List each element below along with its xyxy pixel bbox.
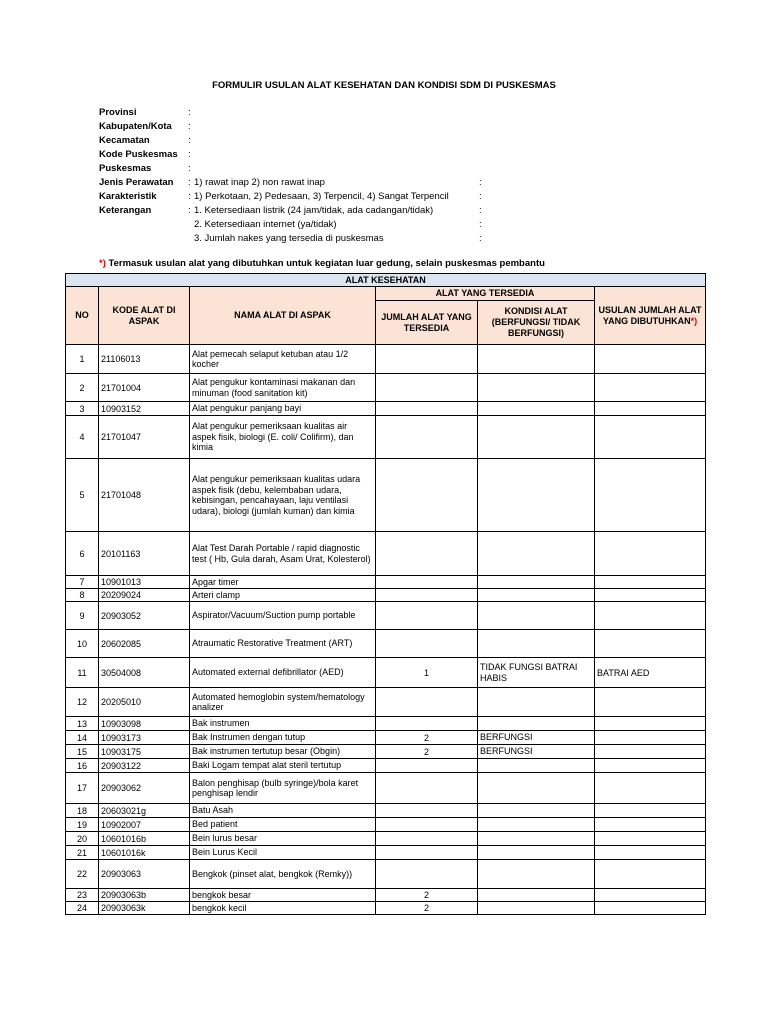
info-value: 1. Ketersediaan listrik (24 jam/tidak, ada cadangan/tidak): [194, 205, 434, 216]
info-value: 3. Jumlah nakes yang tersedia di puskesmas: [194, 233, 384, 244]
row-request: [595, 589, 706, 602]
row-request: [595, 731, 706, 745]
row-condition: [478, 416, 595, 459]
row-code: 10601016k: [99, 846, 190, 860]
table-row: [66, 717, 706, 731]
row-condition: [478, 589, 595, 602]
row-name: Alat Test Darah Portable / rapid diagnostic test ( Hb, Gula darah, Asam Urat, Kolesterol): [190, 532, 376, 576]
info-label: Kode Puskesmas: [99, 149, 178, 160]
row-condition: [478, 846, 595, 860]
table-row: [66, 688, 706, 717]
row-request: [595, 902, 706, 915]
row-code: 10903173: [99, 731, 190, 745]
row-qty: [376, 374, 478, 402]
row-condition: [478, 630, 595, 658]
row-condition: [478, 773, 595, 804]
col-qty-header: JUMLAH ALAT YANG TERSEDIA: [376, 301, 478, 345]
row-name: Aspirator/Vacuum/Suction pump portable: [190, 602, 376, 630]
row-request: [595, 773, 706, 804]
row-request: BATRAI AED: [595, 658, 706, 688]
info-trail: :: [479, 219, 482, 230]
form-title: FORMULIR USULAN ALAT KESEHATAN DAN KONDISI SDM DI PUSKESMAS: [212, 80, 556, 91]
info-value: 1) rawat inap 2) non rawat inap: [194, 177, 325, 188]
row-request: [595, 745, 706, 759]
row-name: bengkok besar: [190, 889, 376, 902]
info-value: 1) Perkotaan, 2) Pedesaan, 3) Terpencil, 4) Sangat Terpencil: [194, 191, 449, 202]
info-colon: :: [188, 121, 191, 132]
row-name: Bengkok (pinset alat, bengkok (Remky)): [190, 860, 376, 889]
row-condition: [478, 576, 595, 589]
table-row: [66, 374, 706, 402]
table-row: [66, 658, 706, 688]
row-qty: [376, 818, 478, 832]
info-colon: :: [188, 135, 191, 146]
row-code: 20903052: [99, 602, 190, 630]
info-colon: :: [188, 163, 191, 174]
info-label: Provinsi: [99, 107, 137, 118]
row-name: Alat pengukur kontaminasi makanan dan minuman (food sanitation kit): [190, 374, 376, 402]
row-qty: [376, 589, 478, 602]
col-code-header: KODE ALAT DI ASPAK: [99, 287, 190, 345]
note-marker: *): [99, 258, 106, 269]
row-name: Bak instrumen: [190, 717, 376, 731]
row-name: Bak Instrumen dengan tutup: [190, 731, 376, 745]
info-label: Karakteristik: [99, 191, 157, 202]
row-request: [595, 532, 706, 576]
row-request: [595, 576, 706, 589]
row-request: [595, 602, 706, 630]
row-name: Balon penghisap (bulb syringe)/bola karet penghisap lendir: [190, 773, 376, 804]
row-request: [595, 717, 706, 731]
table-row: [66, 402, 706, 416]
col-request-marker: *): [690, 315, 698, 326]
row-code: 20205010: [99, 688, 190, 717]
info-label: Jenis Perawatan: [99, 177, 174, 188]
row-code: 10601016b: [99, 832, 190, 846]
table-row: [66, 589, 706, 602]
row-code: 20602085: [99, 630, 190, 658]
info-trail: :: [479, 191, 482, 202]
row-name: Bein Lurus Kecil: [190, 846, 376, 860]
row-number: 3: [66, 402, 99, 416]
row-number: 11: [66, 658, 99, 688]
info-trail: :: [479, 205, 482, 216]
row-name: Alat pengukur pemeriksaan kualitas air aspek fisik, biologi (E. coli/ Colifirm), dan kimia: [190, 416, 376, 459]
row-request: [595, 402, 706, 416]
row-qty: 1: [376, 658, 478, 688]
row-request: [595, 860, 706, 889]
table-row: [66, 602, 706, 630]
row-code: 10902007: [99, 818, 190, 832]
row-condition: [478, 717, 595, 731]
table-row: [66, 804, 706, 818]
row-request: [595, 832, 706, 846]
table-row: [66, 860, 706, 889]
row-request: [595, 345, 706, 374]
row-request: [595, 818, 706, 832]
row-condition: [478, 345, 595, 374]
row-name: Alat pengukur panjang bayi: [190, 402, 376, 416]
row-request: [595, 630, 706, 658]
info-trail: :: [479, 233, 482, 244]
row-code: 20903063: [99, 860, 190, 889]
table-row: [66, 745, 706, 759]
footnote-note: [99, 258, 545, 269]
row-number: 19: [66, 818, 99, 832]
row-qty: [376, 860, 478, 889]
row-code: 21106013: [99, 345, 190, 374]
row-condition: [478, 889, 595, 902]
info-label: Keterangan: [99, 205, 152, 216]
row-condition: [478, 902, 595, 915]
row-number: 23: [66, 889, 99, 902]
row-code: 21701048: [99, 459, 190, 532]
row-request: [595, 416, 706, 459]
available-group-header: ALAT YANG TERSEDIA: [376, 287, 595, 301]
row-name: Automated hemoglobin system/hematology analizer: [190, 688, 376, 717]
row-code: 20903063k: [99, 902, 190, 915]
row-code: 20209024: [99, 589, 190, 602]
row-qty: [376, 832, 478, 846]
row-qty: [376, 416, 478, 459]
row-condition: [478, 759, 595, 773]
row-name: Arteri clamp: [190, 589, 376, 602]
table-row: [66, 846, 706, 860]
row-number: 21: [66, 846, 99, 860]
info-colon: :: [188, 149, 191, 160]
row-qty: [376, 804, 478, 818]
row-qty: 2: [376, 902, 478, 915]
row-number: 20: [66, 832, 99, 846]
row-name: bengkok kecil: [190, 902, 376, 915]
row-number: 16: [66, 759, 99, 773]
col-request-label: USULAN JUMLAH ALAT YANG DIBUTUHKAN: [598, 304, 702, 326]
row-condition: [478, 832, 595, 846]
table-row: [66, 759, 706, 773]
row-number: 2: [66, 374, 99, 402]
table-row: [66, 902, 706, 915]
row-request: [595, 804, 706, 818]
table-row: [66, 731, 706, 745]
row-number: 10: [66, 630, 99, 658]
row-code: 20903122: [99, 759, 190, 773]
row-condition: [478, 804, 595, 818]
col-name-header: NAMA ALAT DI ASPAK: [190, 287, 376, 345]
row-number: 1: [66, 345, 99, 374]
table-row: [66, 630, 706, 658]
row-number: 6: [66, 532, 99, 576]
row-name: Batu Asah: [190, 804, 376, 818]
row-code: 10903152: [99, 402, 190, 416]
row-code: 10903098: [99, 717, 190, 731]
row-condition: [478, 532, 595, 576]
row-qty: [376, 759, 478, 773]
row-request: [595, 846, 706, 860]
row-number: 9: [66, 602, 99, 630]
row-condition: BERFUNGSI: [478, 745, 595, 759]
row-name: Bed patient: [190, 818, 376, 832]
table-row: [66, 889, 706, 902]
col-condition-header: KONDISI ALAT (BERFUNGSI/ TIDAK BERFUNGSI): [478, 301, 595, 345]
row-number: 12: [66, 688, 99, 717]
row-name: Bak instrumen tertutup besar (Obgin): [190, 745, 376, 759]
row-condition: [478, 860, 595, 889]
row-qty: [376, 630, 478, 658]
table-row: [66, 773, 706, 804]
row-condition: [478, 818, 595, 832]
row-name: Baki Logam tempat alat steril tertutup: [190, 759, 376, 773]
row-number: 4: [66, 416, 99, 459]
equipment-table: [65, 273, 706, 915]
row-number: 5: [66, 459, 99, 532]
row-qty: [376, 532, 478, 576]
row-condition: [478, 602, 595, 630]
table-row: [66, 832, 706, 846]
row-number: 8: [66, 589, 99, 602]
row-qty: [376, 459, 478, 532]
row-number: 15: [66, 745, 99, 759]
row-name: Atraumatic Restorative Treatment (ART): [190, 630, 376, 658]
col-no-header: NO: [66, 287, 99, 345]
col-request-header: [595, 287, 706, 345]
row-name: Alat pemecah selaput ketuban atau 1/2 kocher: [190, 345, 376, 374]
table-row: [66, 576, 706, 589]
row-qty: [376, 688, 478, 717]
row-code: 10903175: [99, 745, 190, 759]
info-colon: :: [188, 107, 191, 118]
row-condition: [478, 459, 595, 532]
row-request: [595, 688, 706, 717]
row-number: 22: [66, 860, 99, 889]
row-number: 7: [66, 576, 99, 589]
row-name: Automated external defibrillator (AED): [190, 658, 376, 688]
group-header: ALAT KESEHATAN: [66, 274, 706, 287]
row-code: 10901013: [99, 576, 190, 589]
row-number: 13: [66, 717, 99, 731]
table-row: [66, 459, 706, 532]
row-code: 20603021g: [99, 804, 190, 818]
row-request: [595, 459, 706, 532]
row-qty: [376, 717, 478, 731]
row-condition: BERFUNGSI: [478, 731, 595, 745]
row-qty: [376, 345, 478, 374]
row-number: 18: [66, 804, 99, 818]
row-qty: 2: [376, 731, 478, 745]
row-name: Apgar timer: [190, 576, 376, 589]
info-label: Kabupaten/Kota: [99, 121, 172, 132]
info-colon: :: [188, 177, 191, 188]
row-number: 24: [66, 902, 99, 915]
row-code: 20903062: [99, 773, 190, 804]
info-colon: :: [188, 191, 191, 202]
row-name: Alat pengukur pemeriksaan kualitas udara aspek fisik (debu, kelembaban udara, kebisingan, pencahayaan, laju ventilasi udara), biologi (jumlah kuman) dan kimia: [190, 459, 376, 532]
row-qty: 2: [376, 889, 478, 902]
row-number: 14: [66, 731, 99, 745]
row-code: 30504008: [99, 658, 190, 688]
row-code: 21701004: [99, 374, 190, 402]
row-condition: [478, 374, 595, 402]
row-condition: TIDAK FUNGSI BATRAI HABIS: [478, 658, 595, 688]
row-condition: [478, 688, 595, 717]
table-row: [66, 532, 706, 576]
row-request: [595, 759, 706, 773]
row-request: [595, 889, 706, 902]
row-name: Bein lurus besar: [190, 832, 376, 846]
info-value: 2. Ketersediaan internet (ya/tidak): [194, 219, 337, 230]
row-qty: 2: [376, 745, 478, 759]
table-row: [66, 345, 706, 374]
row-condition: [478, 402, 595, 416]
table-body: [66, 345, 706, 915]
info-label: Kecamatan: [99, 135, 150, 146]
row-qty: [376, 602, 478, 630]
info-colon: :: [188, 205, 191, 216]
row-request: [595, 374, 706, 402]
row-qty: [376, 773, 478, 804]
info-trail: :: [479, 177, 482, 188]
row-number: 17: [66, 773, 99, 804]
info-label: Puskesmas: [99, 163, 152, 174]
row-code: 20101163: [99, 532, 190, 576]
row-qty: [376, 402, 478, 416]
row-qty: [376, 846, 478, 860]
row-code: 21701047: [99, 416, 190, 459]
table-row: [66, 818, 706, 832]
row-qty: [376, 576, 478, 589]
row-code: 20903063b: [99, 889, 190, 902]
note-text: Termasuk usulan alat yang dibutuhkan untuk kegiatan luar gedung, selain puskesmas pembantu: [105, 258, 545, 269]
table-row: [66, 416, 706, 459]
